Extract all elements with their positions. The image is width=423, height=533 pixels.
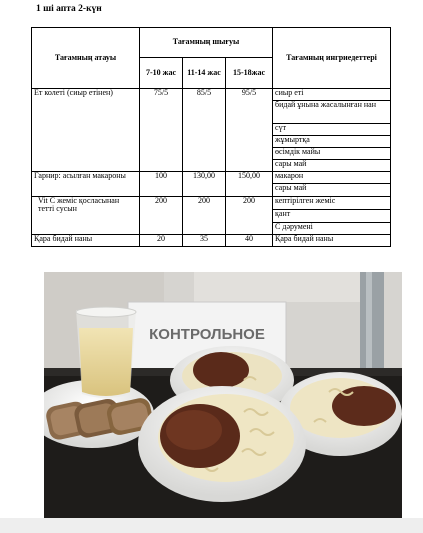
portion-cell: 200: [140, 197, 183, 235]
ingredient-cell: сары май: [273, 184, 391, 197]
portion-cell: 200: [183, 197, 226, 235]
portion-cell: 40: [226, 235, 273, 247]
ingredient-cell: өсімдік майы: [273, 148, 391, 160]
header-portion: Тағамның шығуы: [140, 28, 273, 58]
header-age-1: 7-10 жас: [140, 58, 183, 89]
ingredient-cell: сүт: [273, 124, 391, 136]
dish-name: Қара бидай наны: [32, 235, 140, 247]
table-row: [32, 197, 391, 210]
header-age-3: 15-18жас: [226, 58, 273, 89]
dish-name: Ет колеті (сиыр етінен): [32, 89, 140, 172]
ingredient-cell: сары май: [273, 160, 391, 172]
dish-name: Гарнир: асылған макароны: [32, 172, 140, 197]
juice-glass: [76, 307, 136, 398]
page-heading: 1 ші апта 2-күн: [36, 4, 102, 14]
ingredient-cell: С дәрумені: [273, 223, 391, 235]
table-row: [32, 172, 391, 184]
ingredient-cell: кептірілген жеміс: [273, 197, 391, 210]
table-row: [32, 235, 391, 247]
portion-cell: 35: [183, 235, 226, 247]
header-age-2: 11-14 жас: [183, 58, 226, 89]
ingredient-cell: бидай ұнына жасалынған нан: [273, 101, 391, 124]
header-dish-name: Тағамның атауы: [32, 28, 140, 89]
portion-cell: 75/5: [140, 89, 183, 172]
portion-cell: 100: [140, 172, 183, 197]
table-row: [32, 89, 391, 101]
portion-cell: 85/5: [183, 89, 226, 172]
portion-cell: 130,00: [183, 172, 226, 197]
sign-text: КОНТРОЛЬНОЕ: [149, 326, 265, 343]
menu-table: [31, 27, 391, 247]
ingredient-cell: жұмыртқа: [273, 136, 391, 148]
dish-name: Vit C жеміс қосласынан тетті сусын: [32, 197, 140, 235]
portion-cell: 20: [140, 235, 183, 247]
ingredient-cell: қант: [273, 210, 391, 223]
ingredient-cell: макарон: [273, 172, 391, 184]
page-footer-strip: [0, 518, 423, 533]
ingredient-cell: сиыр еті: [273, 89, 391, 101]
ingredient-cell: Қара бидай наны: [273, 235, 391, 247]
header-ingredients: Тағамның ингриедеттері: [273, 28, 391, 89]
portion-cell: 150,00: [226, 172, 273, 197]
portion-cell: 200: [226, 197, 273, 235]
portion-cell: 95/5: [226, 89, 273, 172]
meal-photo: [44, 272, 402, 522]
